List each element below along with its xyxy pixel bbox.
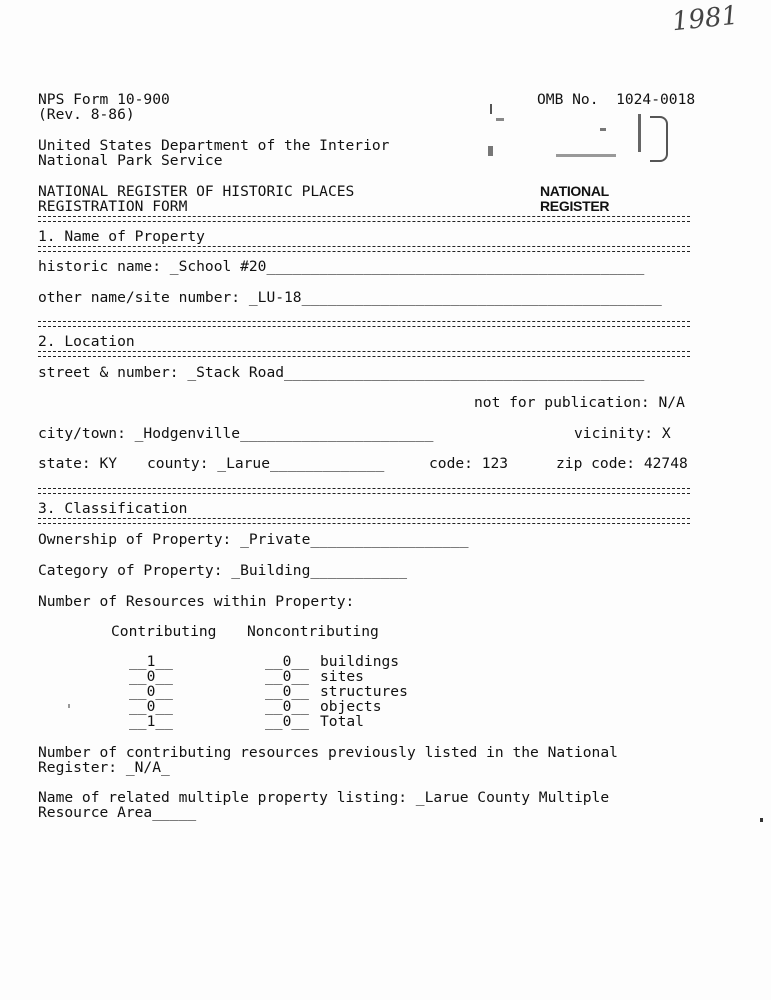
section-divider <box>38 488 690 494</box>
form-title: REGISTRATION FORM <box>38 198 188 215</box>
historic-name-field: historic name: _School #20___________________________________________ <box>38 258 645 275</box>
resource-type-label: objects <box>320 698 382 715</box>
form-number: NPS Form 10-900 <box>38 91 170 108</box>
stamp-mark <box>490 104 492 114</box>
multiple-listing-line2: Resource Area_____ <box>38 804 197 821</box>
scan-speck <box>68 704 70 708</box>
resource-total-label: Total <box>320 713 364 730</box>
other-name-field: other name/site number: _LU-18_________________________________________ <box>38 289 662 306</box>
zip-code-field: zip code: 42748 <box>556 455 688 472</box>
stamp-mark <box>556 154 616 157</box>
resource-contributing-count: __0__ <box>129 668 173 685</box>
service-name: National Park Service <box>38 152 223 169</box>
resource-noncontributing-count: __0__ <box>265 683 309 700</box>
street-number-field: street & number: _Stack Road_________________________________________ <box>38 364 645 381</box>
stamp-mark <box>638 114 641 152</box>
stamp-mark <box>488 146 493 156</box>
state-field: state: KY <box>38 455 118 472</box>
noncontributing-column-header: Noncontributing <box>247 623 379 640</box>
register-title: NATIONAL REGISTER OF HISTORIC PLACES <box>38 183 355 200</box>
section-divider <box>38 351 690 357</box>
section-2-heading: 2. Location <box>38 333 135 350</box>
resource-type-label: sites <box>320 668 364 685</box>
section-3-heading: 3. Classification <box>38 500 188 517</box>
resource-type-label: buildings <box>320 653 400 670</box>
resource-contributing-count: __0__ <box>129 698 173 715</box>
stamp-mark <box>496 118 504 121</box>
code-field: code: 123 <box>429 455 509 472</box>
previously-listed-line2: Register: _N/A_ <box>38 759 170 776</box>
resource-contributing-count: __1__ <box>129 653 173 670</box>
resource-noncontributing-count: __0__ <box>265 698 309 715</box>
national-register-stamp-line1: NATIONAL <box>540 183 609 199</box>
multiple-listing-line1: Name of related multiple property listing: _Larue County Multiple <box>38 789 610 806</box>
resource-contributing-count: __0__ <box>129 683 173 700</box>
contributing-column-header: Contributing <box>111 623 217 640</box>
section-divider <box>38 246 690 252</box>
department-name: United States Department of the Interior <box>38 137 390 154</box>
stamp-mark <box>600 128 606 131</box>
city-town-field: city/town: _Hodgenville______________________ <box>38 425 434 442</box>
resource-noncontributing-total: __0__ <box>265 713 309 730</box>
form-revision: (Rev. 8-86) <box>38 106 135 123</box>
section-divider <box>38 518 690 524</box>
resources-heading: Number of Resources within Property: <box>38 593 355 610</box>
section-divider <box>38 321 690 327</box>
section-divider <box>38 216 690 222</box>
omb-number: OMB No. 1024-0018 <box>537 91 696 108</box>
section-1-heading: 1. Name of Property <box>38 228 205 245</box>
scan-speck <box>760 818 763 822</box>
resource-contributing-total: __1__ <box>129 713 173 730</box>
national-register-stamp-line2: REGISTER <box>540 198 610 214</box>
stamp-mark <box>650 116 668 162</box>
vicinity-field: vicinity: X <box>574 425 671 442</box>
county-field: county: _Larue_____________ <box>147 455 385 472</box>
resource-noncontributing-count: __0__ <box>265 668 309 685</box>
handwritten-note: 1981 <box>670 0 740 38</box>
category-field: Category of Property: _Building___________ <box>38 562 408 579</box>
previously-listed-line1: Number of contributing resources previously listed in the National <box>38 744 618 761</box>
resource-type-label: structures <box>320 683 408 700</box>
ownership-field: Ownership of Property: _Private__________________ <box>38 531 469 548</box>
not-for-publication-field: not for publication: N/A <box>474 394 685 411</box>
resource-noncontributing-count: __0__ <box>265 653 309 670</box>
